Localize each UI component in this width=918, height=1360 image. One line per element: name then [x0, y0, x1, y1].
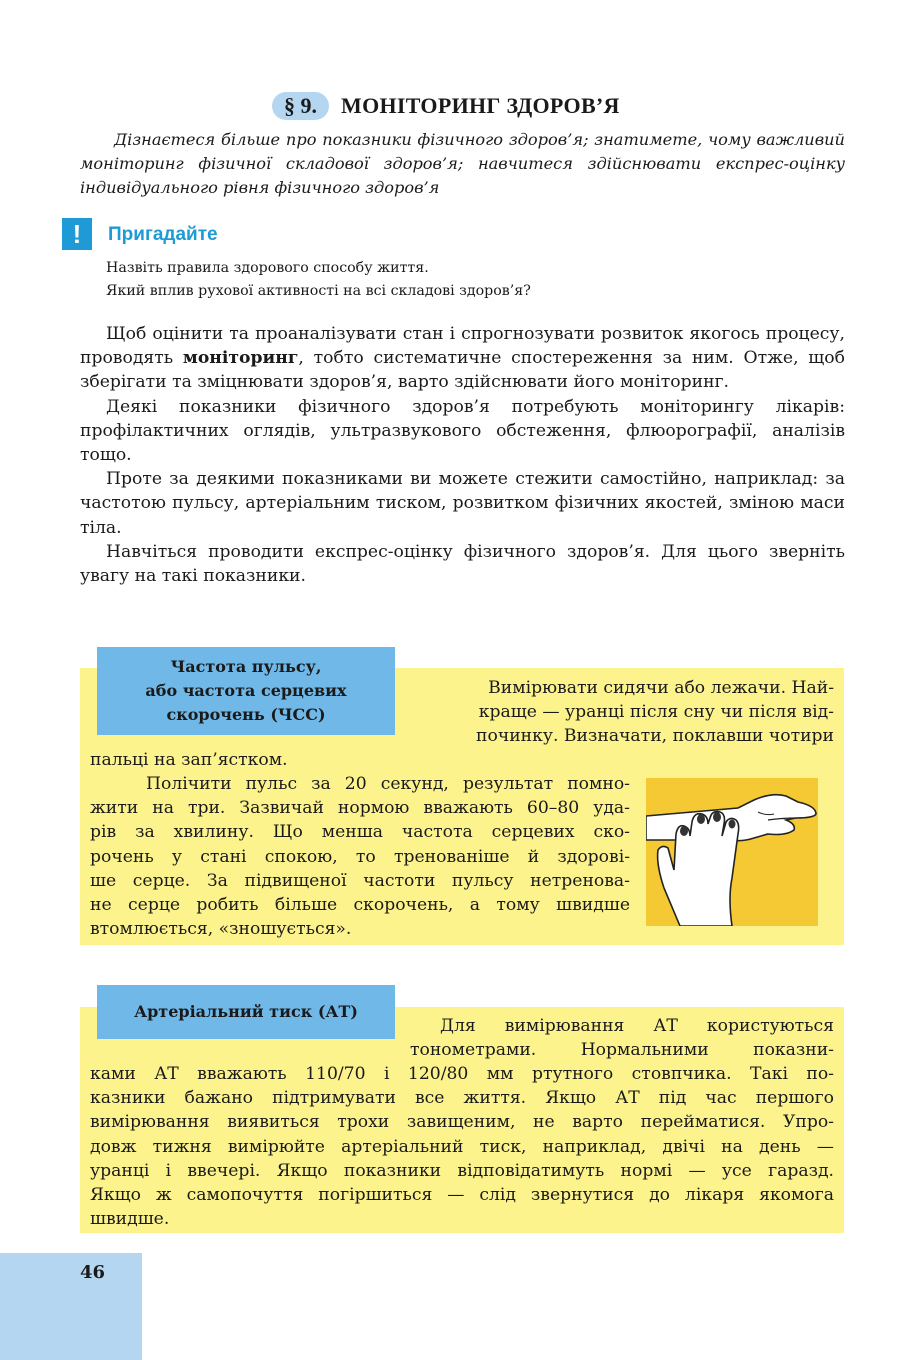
- text-line: починку. Визначати, поклавши чотири: [476, 726, 834, 747]
- paragraph: [80, 322, 845, 395]
- intro-text: Дізнаєтеся більше про показники фізичного здоров’я; знатимете, чому важливий моніторинг фізичної складової здоров’я; навчитеся здійснювати експрес-оцінку індивідуального рівня фізичного здоров’я: [80, 130, 845, 197]
- section-header: [272, 90, 620, 122]
- paragraph: Деякі показники фізичного здоров’я потребують моніторингу лікарів: профілактичних оглядів, ультразвукового обстеження, флюорографії, аналізів тощо.: [80, 396, 845, 466]
- label-line: скорочень (ЧСС): [166, 705, 326, 724]
- bp-full-text: [90, 1062, 834, 1231]
- text-line: рочень у стані спокою, то тренованіше й здорові-: [90, 846, 630, 867]
- remember-question: Назвіть правила здорового способу життя.: [106, 260, 429, 276]
- text-run: , тобто систематичне спостереження за ним. Отже, щоб зберігати та зміцнювати здоров’я, варто здійснювати його моніторинг.: [80, 348, 845, 393]
- bp-right-text: [410, 1014, 834, 1062]
- page-number-tab: [0, 1253, 142, 1360]
- text-line: ше серце. За підвищеної частоти пульсу нетренова-: [90, 870, 630, 891]
- paragraph: Проте за деякими показниками ви можете стежити самостійно, наприклад: за частотою пульсу, артеріальним тиском, розвитком фізичних якостей, зміною маси тіла.: [80, 469, 845, 538]
- text-line: вимірювання виявиться трохи завищеним, не варто перейматися. Упро-: [90, 1112, 834, 1133]
- text-line: ками АТ вважають 110/70 і 120/80 мм ртутного стовпчика. Такі по-: [90, 1064, 834, 1084]
- text-line: Для вимірювання АТ користуються: [440, 1016, 834, 1036]
- bp-label: Артеріальний тиск (АТ): [97, 985, 395, 1039]
- text-line: втомлюється, «зношується».: [90, 919, 352, 940]
- term-bold: моніторинг: [182, 348, 299, 369]
- text-line: Полічити пульс за 20 секунд, результат помно-: [146, 774, 630, 794]
- exclamation-icon: !: [62, 218, 92, 250]
- remember-heading: Пригадайте: [108, 224, 218, 245]
- text-line: казники бажано підтримувати все життя. Якщо АТ під час першого: [90, 1088, 834, 1109]
- remember-question: Який вплив рухової активності на всі складові здоров’я?: [106, 283, 531, 299]
- hands-drawing: [646, 778, 818, 926]
- page-title: МОНІТОРИНГ ЗДОРОВ’Я: [341, 93, 620, 118]
- page-number: 46: [80, 1262, 106, 1283]
- text-line: швидше.: [90, 1209, 170, 1230]
- text-run: Щоб оцінити та проаналізувати стан і спрогнозувати розвиток якогось процесу, проводять: [80, 324, 845, 369]
- paragraph-badge: § 9.: [272, 92, 329, 120]
- text-line: Якщо ж самопочуття погіршиться — слід звернутися до лікаря якомога: [90, 1185, 834, 1206]
- text-line: жити на три. Зазвичай нормою вважають 60–80 уда-: [90, 798, 630, 819]
- text-line: краще — уранці після сну чи після від-: [478, 702, 834, 723]
- text-line: тонометрами. Нормальними показни-: [410, 1040, 834, 1061]
- pulse-label: [97, 647, 395, 735]
- pulse-hands-image: [646, 778, 818, 926]
- text-line: не серце робить більше скорочень, а тому швидше: [90, 895, 630, 916]
- pulse-full-line: пальці на зап’ястком.: [90, 750, 288, 770]
- pulse-right-text: [410, 676, 834, 749]
- label-line: Частота пульсу,: [170, 657, 322, 676]
- text-line: рів за хвилину. Що менша частота серцевих ско-: [90, 822, 630, 843]
- text-line: Вимірювати сидячи або лежачи. Най-: [488, 678, 834, 698]
- label-line: або частота серцевих: [145, 681, 347, 700]
- body-text: [80, 322, 845, 588]
- text-line: довж тижня вимірюйте артеріальний тиск, наприклад, двічі на день —: [90, 1136, 834, 1157]
- pulse-left-text: [90, 772, 630, 941]
- text-line: уранці і ввечері. Якщо показники відповідатимуть нормі — усе гаразд.: [90, 1160, 834, 1181]
- paragraph: Навчіться проводити експрес-оцінку фізичного здоров’я. Для цього зверніть увагу на такі показники.: [80, 541, 845, 587]
